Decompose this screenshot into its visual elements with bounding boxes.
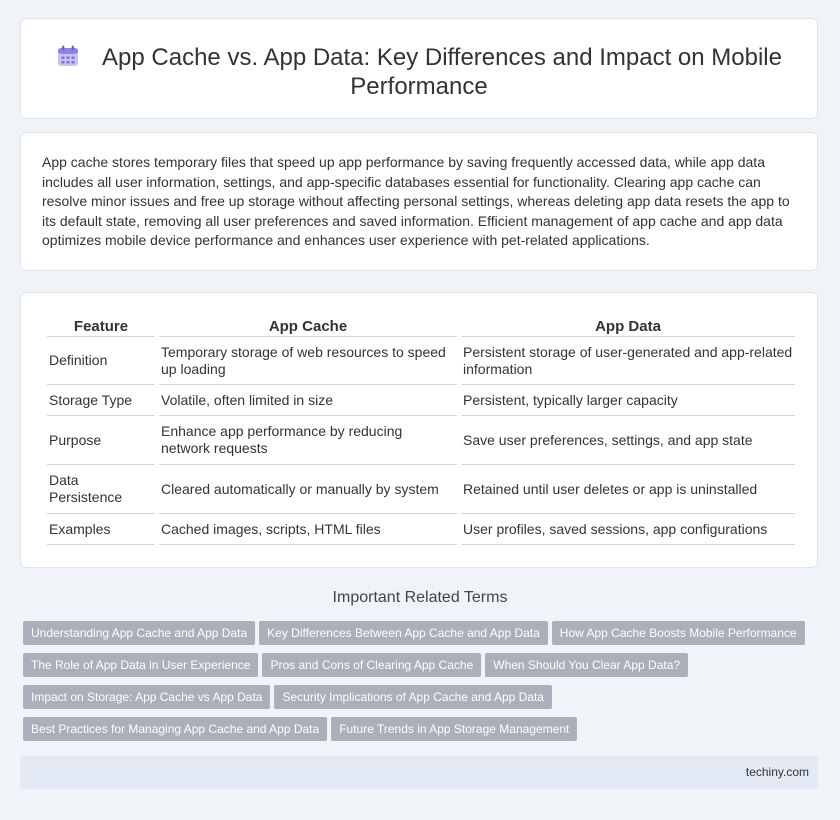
related-term-tag[interactable]: Understanding App Cache and App Data [23, 621, 255, 645]
related-term-tag[interactable]: Future Trends in App Storage Management [331, 717, 577, 741]
header-app-cache: App Cache [159, 316, 457, 337]
table-header-row [47, 316, 795, 337]
table-cell: Retained until user deletes or app is uninstalled [461, 465, 795, 514]
table-cell: Cached images, scripts, HTML files [159, 514, 457, 545]
table-cell: Persistent storage of user-generated and app-related information [461, 337, 795, 385]
related-term-tag[interactable]: The Role of App Data in User Experience [23, 653, 258, 677]
intro-paragraph: App cache stores temporary files that speed up app performance by saving frequently accessed data, while app data includes all user information, settings, and app-specific databases essential for functionality. Clearing app cache can resolve minor issues and free up storage without affecting personal settings, whereas deleting app data resets the app to its default state, removing all user preferences and saved information. Efficient management of app cache and app data optimizes mobile device performance and enhances user experience with pet-related applications. [42, 154, 790, 248]
related-term-tag[interactable]: When Should You Clear App Data? [485, 653, 688, 677]
related-term-tag[interactable]: Impact on Storage: App Cache vs App Data [23, 685, 270, 709]
table-cell: Data Persistence [47, 465, 155, 514]
table-row [47, 385, 795, 416]
comparison-table-card [20, 292, 818, 568]
table-row [47, 514, 795, 545]
related-term-tag[interactable]: Key Differences Between App Cache and App Data [259, 621, 548, 645]
table-row [47, 465, 795, 514]
related-term-tag[interactable]: Best Practices for Managing App Cache and App Data [23, 717, 327, 741]
table-row [47, 337, 795, 385]
table-cell: Purpose [47, 416, 155, 465]
page-title [21, 43, 817, 101]
table-cell: Volatile, often limited in size [159, 385, 457, 416]
related-term-tag[interactable]: Security Implications of App Cache and App Data [274, 685, 552, 709]
footer [20, 756, 818, 789]
header-card [20, 18, 818, 119]
calendar-icon [56, 44, 80, 68]
related-term-tag[interactable]: Pros and Cons of Clearing App Cache [262, 653, 481, 677]
title-line-2: Performance [350, 73, 488, 100]
table-cell: Examples [47, 514, 155, 545]
footer-site-link[interactable]: techiny.com [745, 765, 809, 779]
header-app-data: App Data [461, 316, 795, 337]
table-cell: User profiles, saved sessions, app configurations [461, 514, 795, 545]
table-cell: Persistent, typically larger capacity [461, 385, 795, 416]
table-cell: Cleared automatically or manually by system [159, 465, 457, 514]
table-row [47, 416, 795, 465]
title-line-1: App Cache vs. App Data: Key Differences and Impact on Mobile [102, 44, 782, 71]
comparison-table [43, 316, 799, 545]
header-feature: Feature [47, 316, 155, 337]
related-term-tag[interactable]: How App Cache Boosts Mobile Performance [552, 621, 805, 645]
table-cell: Save user preferences, settings, and app state [461, 416, 795, 465]
intro-card [20, 132, 818, 271]
table-cell: Enhance app performance by reducing network requests [159, 416, 457, 465]
table-cell: Temporary storage of web resources to speed up loading [159, 337, 457, 385]
related-terms-list [23, 621, 823, 749]
table-cell: Storage Type [47, 385, 155, 416]
table-cell: Definition [47, 337, 155, 385]
related-terms-heading: Important Related Terms [332, 589, 508, 606]
